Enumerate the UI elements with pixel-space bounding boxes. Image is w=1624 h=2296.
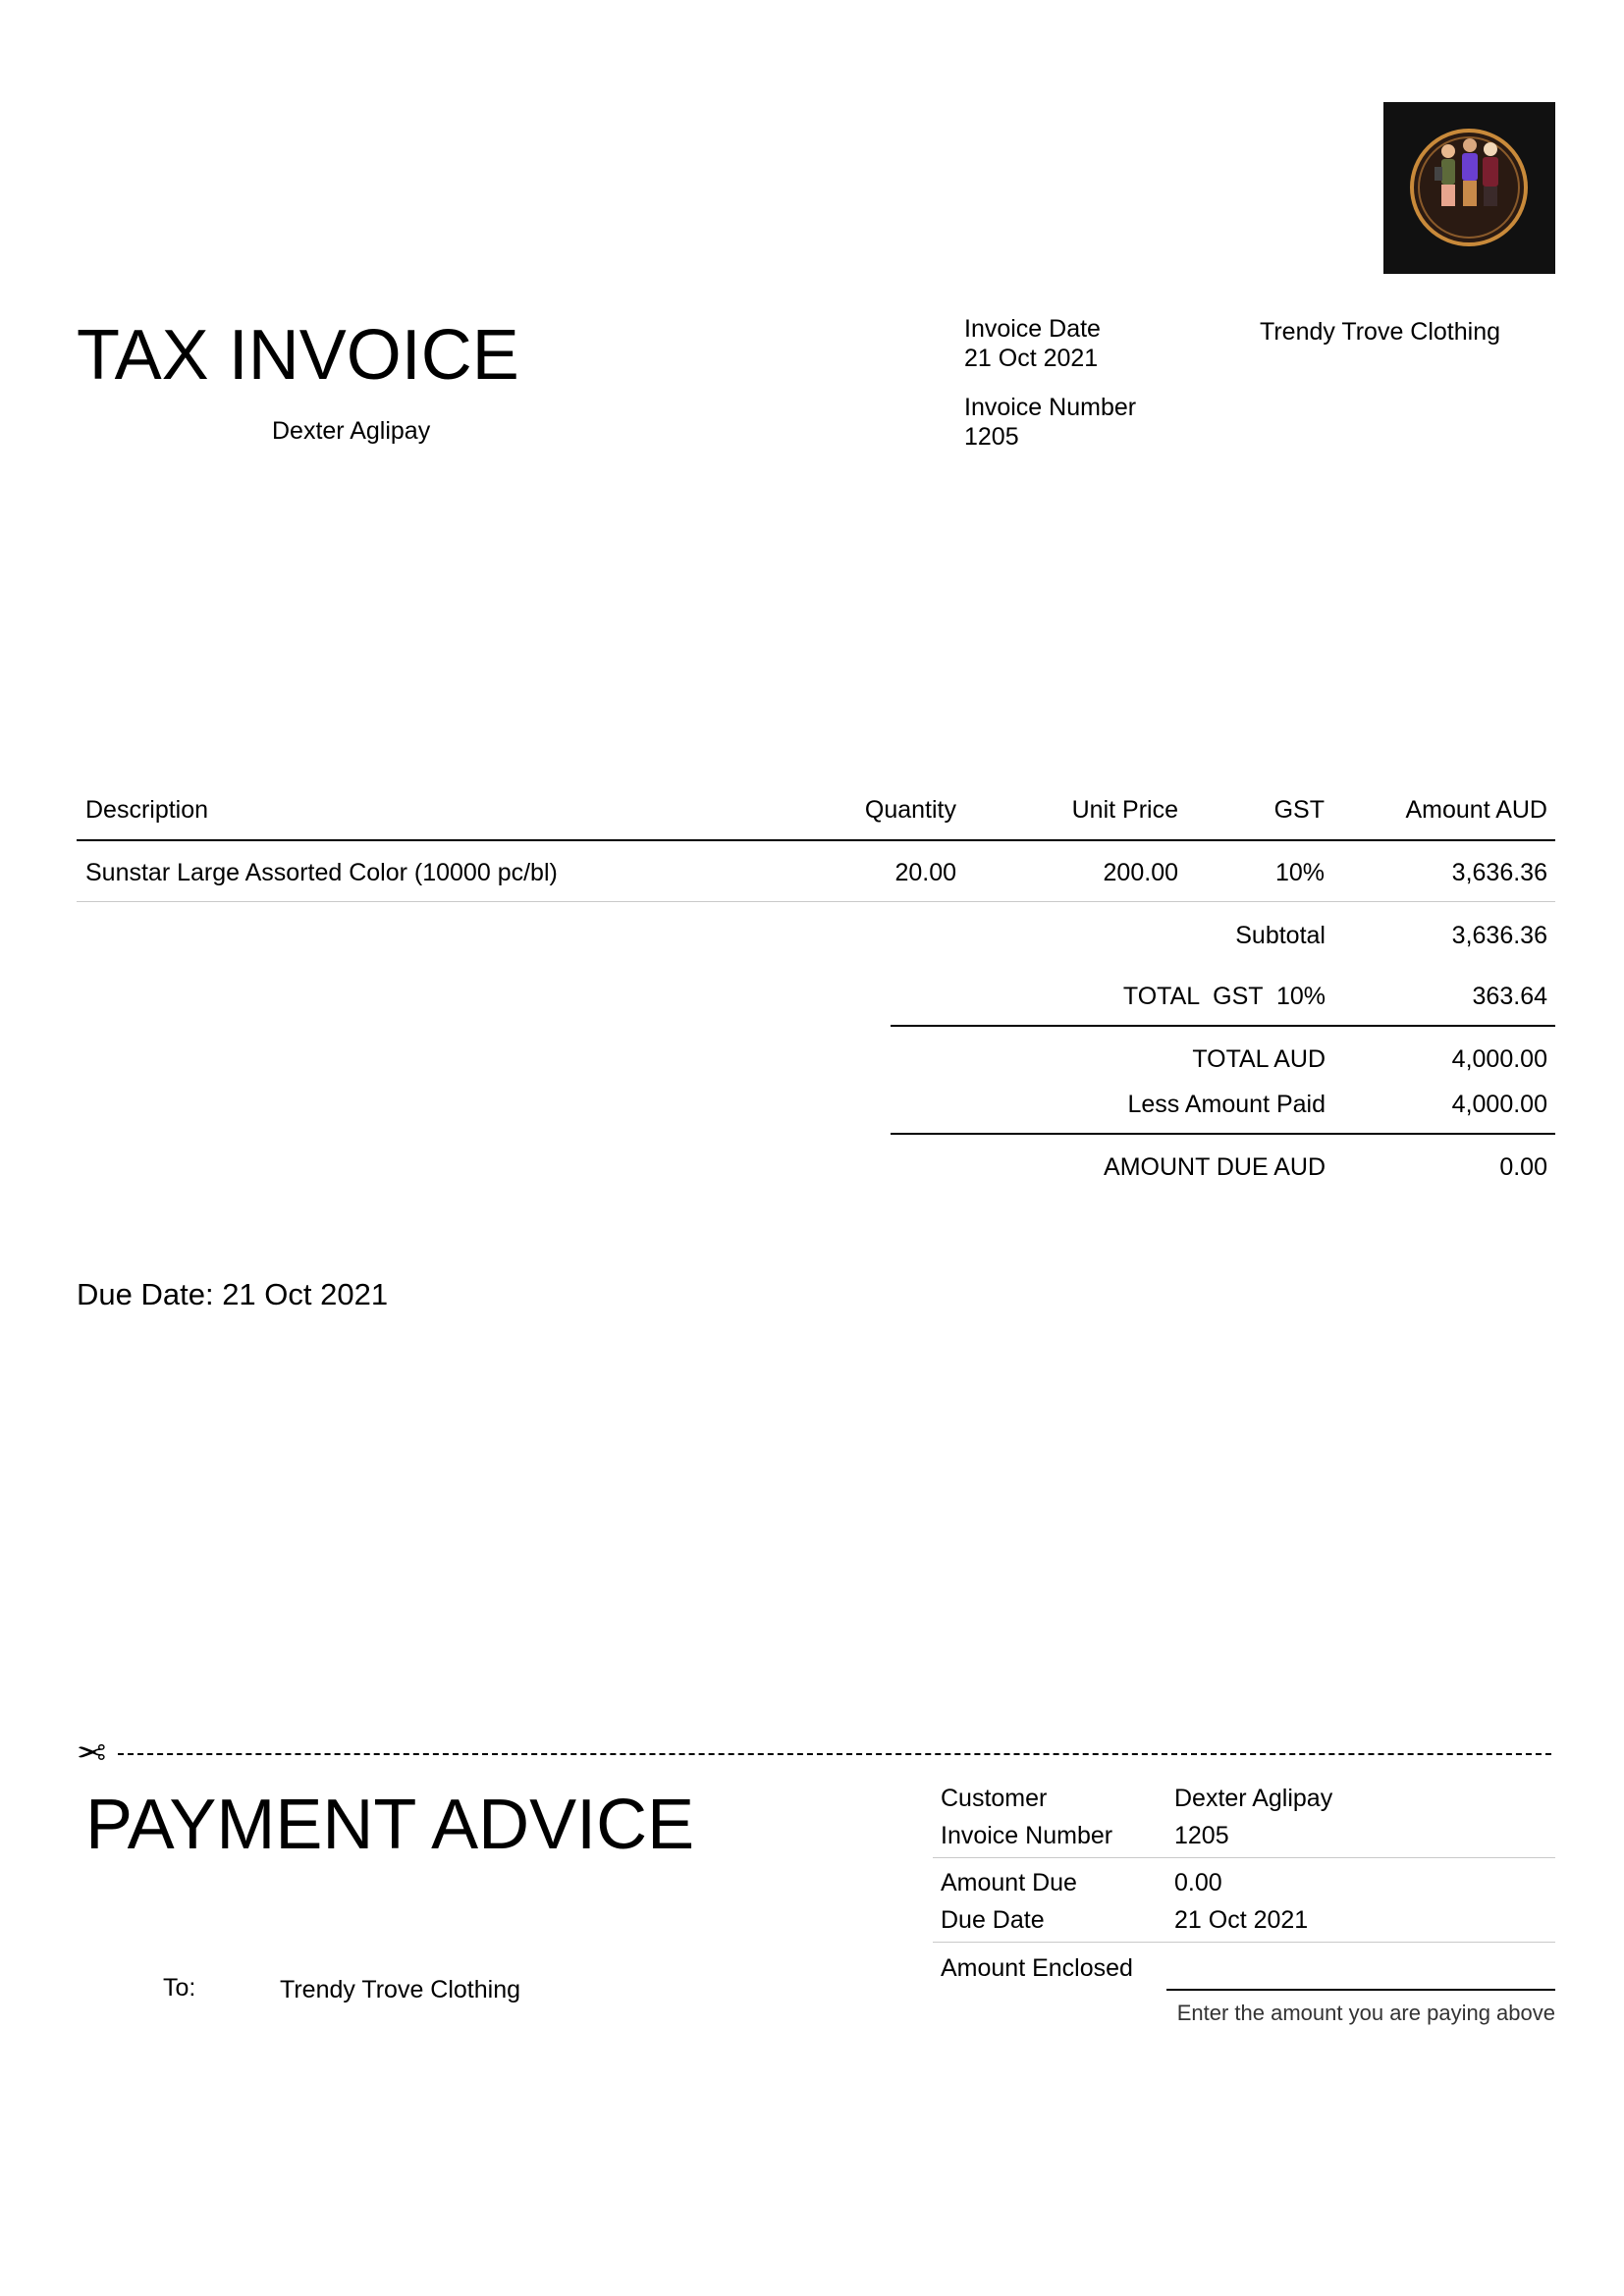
pa-due-date-value: 21 Oct 2021 — [1174, 1906, 1309, 1934]
row-amount: 3,636.36 — [1451, 859, 1547, 886]
company-name: Trendy Trove Clothing — [1260, 318, 1501, 346]
amount-due-label: AMOUNT DUE AUD — [1104, 1153, 1326, 1181]
scissors-icon: ✂ — [77, 1733, 107, 1773]
cut-line — [118, 1753, 1551, 1755]
trendy-trove-logo-icon — [1383, 102, 1555, 274]
customer-name: Dexter Aglipay — [272, 417, 431, 445]
amount-paid-label: Less Amount Paid — [1127, 1091, 1326, 1118]
pa-invoice-number-label: Invoice Number — [941, 1822, 1113, 1849]
company-logo — [1383, 102, 1555, 274]
col-description-header: Description — [85, 796, 209, 824]
col-quantity-header: Quantity — [864, 796, 956, 824]
col-amount-header: Amount AUD — [1405, 796, 1547, 824]
row-gst: 10% — [1274, 859, 1325, 886]
row-description: Sunstar Large Assorted Color (10000 pc/bl) — [85, 859, 558, 886]
row-divider — [77, 901, 1555, 902]
pa-amount-enclosed-hint: Enter the amount you are paying above — [1176, 2001, 1555, 2025]
pa-customer-value: Dexter Aglipay — [1174, 1785, 1333, 1812]
subtotal-label: Subtotal — [1235, 922, 1326, 949]
to-value: Trendy Trove Clothing — [280, 1976, 521, 2003]
row-unit-price: 200.00 — [1103, 859, 1178, 886]
to-label: To: — [163, 1974, 196, 2002]
pa-divider-2 — [933, 1942, 1555, 1943]
due-date-text: Due Date: 21 Oct 2021 — [77, 1277, 389, 1311]
total-aud-label: TOTAL AUD — [1192, 1045, 1326, 1073]
table-header-divider — [77, 839, 1555, 841]
invoice-title: TAX INVOICE — [77, 316, 519, 395]
amount-enclosed-input[interactable] — [1166, 1989, 1555, 1991]
row-quantity: 20.00 — [894, 859, 956, 886]
amount-due-divider — [891, 1133, 1555, 1135]
invoice-date-label: Invoice Date — [964, 315, 1101, 343]
pa-customer-label: Customer — [941, 1785, 1048, 1812]
invoice-date-value: 21 Oct 2021 — [964, 345, 1099, 372]
pa-invoice-number-value: 1205 — [1174, 1822, 1229, 1849]
total-aud-value: 4,000.00 — [1451, 1045, 1547, 1073]
col-gst-header: GST — [1273, 796, 1325, 824]
invoice-number-value: 1205 — [964, 423, 1019, 451]
pa-amount-due-value: 0.00 — [1174, 1869, 1222, 1896]
pa-amount-due-label: Amount Due — [941, 1869, 1077, 1896]
total-gst-label: TOTAL GST 10% — [1122, 983, 1326, 1010]
pa-divider-1 — [933, 1857, 1555, 1858]
payment-advice-title: PAYMENT ADVICE — [85, 1786, 695, 1864]
subtotal-value: 3,636.36 — [1451, 922, 1547, 949]
amount-paid-value: 4,000.00 — [1451, 1091, 1547, 1118]
pa-due-date-label: Due Date — [941, 1906, 1045, 1934]
totals-divider — [891, 1025, 1555, 1027]
invoice-number-label: Invoice Number — [964, 394, 1137, 421]
amount-due-value: 0.00 — [1499, 1153, 1547, 1181]
col-unit-price-header: Unit Price — [1071, 796, 1178, 824]
pa-amount-enclosed-label: Amount Enclosed — [941, 1954, 1133, 1982]
total-gst-value: 363.64 — [1472, 983, 1547, 1010]
